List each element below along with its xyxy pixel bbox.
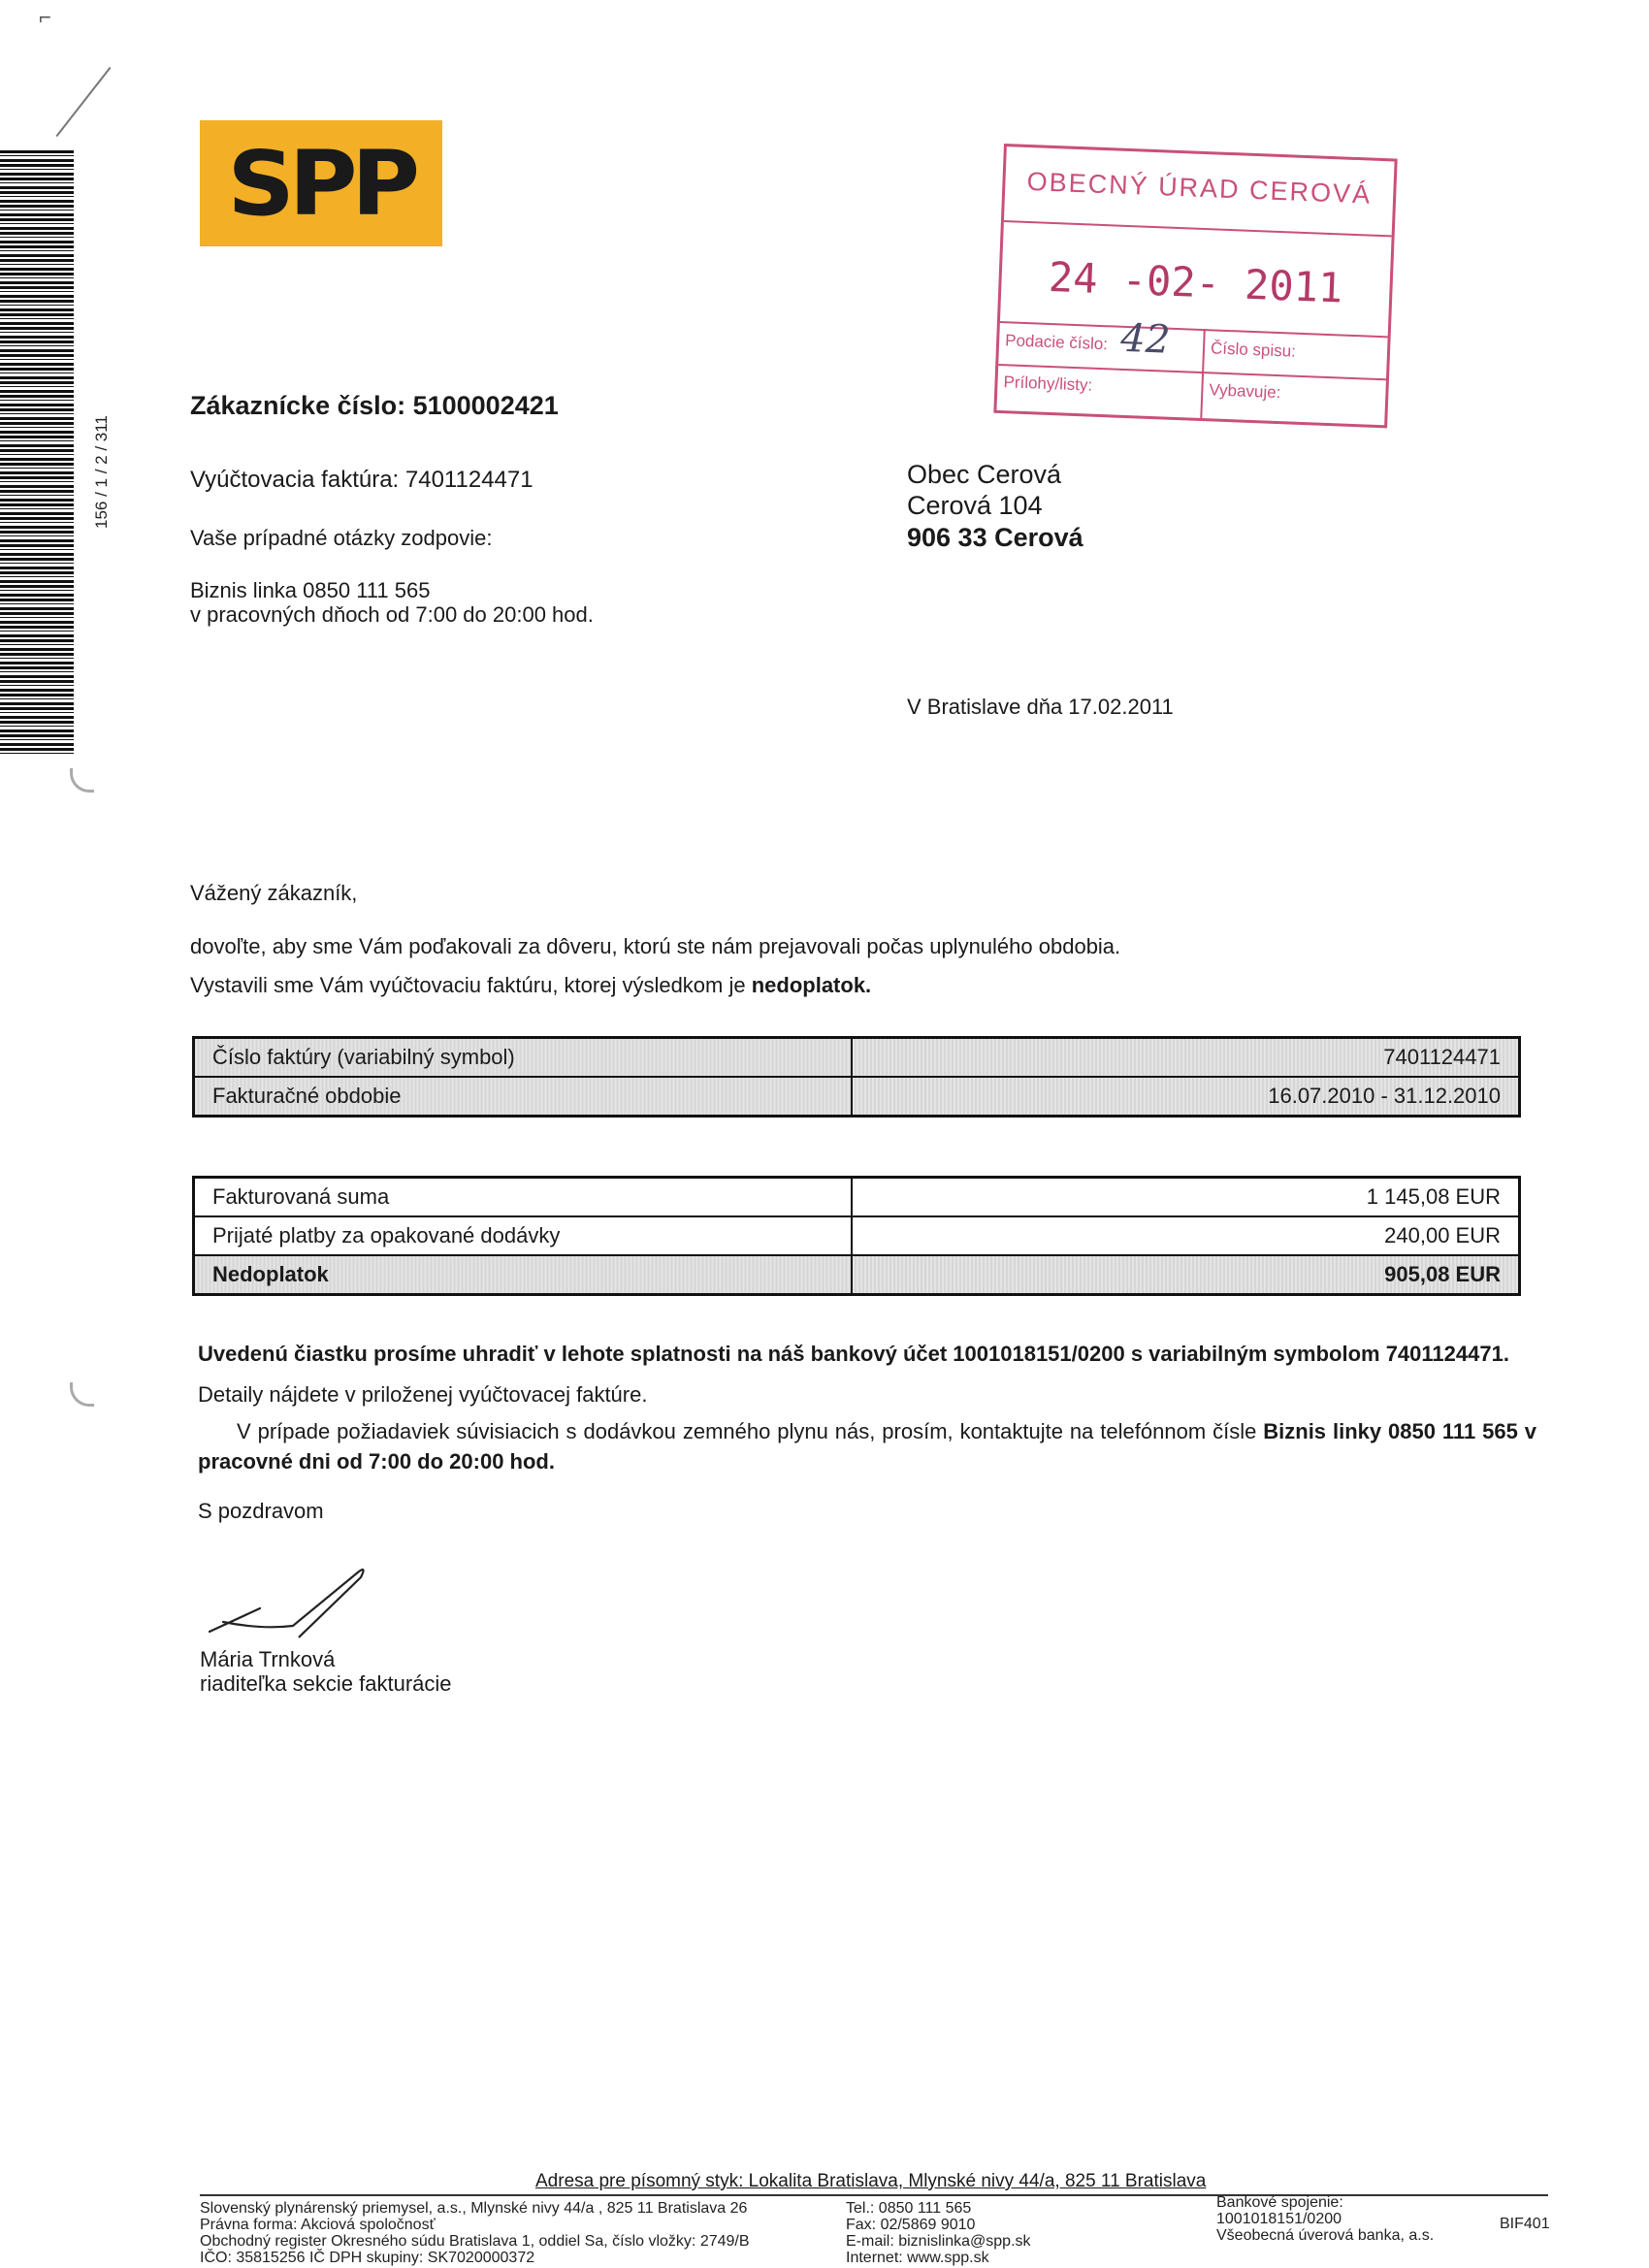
invoice-info-table	[192, 1036, 1521, 1118]
table-row	[194, 1178, 1520, 1217]
footer-line: Právna forma: Akciová spoločnosť	[200, 2217, 436, 2233]
side-barcode	[0, 150, 74, 757]
stamp-spis-label: Číslo spisu:	[1210, 339, 1297, 361]
table-cell-label: Fakturovaná suma	[194, 1178, 853, 1217]
stamp-podacie-label: Podacie číslo:	[1004, 331, 1109, 354]
table-row	[194, 1077, 1520, 1117]
stamp-prilohy-label: Prílohy/listy:	[1003, 373, 1093, 395]
table-cell-label: Fakturačné obdobie	[194, 1077, 853, 1117]
paragraph-result-text: Vystavili sme Vám vyúčtovaciu faktúru, ktorej výsledkom je	[190, 973, 752, 997]
amounts-table	[192, 1176, 1521, 1296]
contact-text: V prípade požiadaviek súvisiacich s dodávkou zemného plynu nás, prosím, kontaktujte na telefónnom čísle	[237, 1419, 1264, 1443]
table-cell-value: 1 145,08 EUR	[852, 1178, 1520, 1217]
footer-line: Tel.: 0850 111 565	[846, 2200, 972, 2217]
date-place: V Bratislave dňa 17.02.2011	[907, 695, 1174, 719]
stamp-title: OBECNÝ ÚRAD CEROVÁ	[1026, 166, 1373, 210]
table-cell-value: 240,00 EUR	[852, 1216, 1520, 1255]
regards: S pozdravom	[198, 1499, 324, 1523]
footer-form-code: BIF401	[1500, 2216, 1550, 2232]
footer-line: Internet: www.spp.sk	[846, 2250, 989, 2266]
greeting: Vážený zákazník,	[190, 881, 358, 905]
hotline-hours-line: v pracovných dňoch od 7:00 do 20:00 hod.	[190, 602, 594, 627]
recipient-street: Cerová 104	[907, 491, 1043, 520]
table-row-total	[194, 1255, 1520, 1295]
barcode-label: 156 / 1 / 2 / 311	[92, 415, 111, 529]
footer-company-info	[200, 2200, 750, 2266]
table-cell-value: 905,08 EUR	[852, 1255, 1520, 1295]
spp-logo-text: SPP	[227, 131, 415, 236]
punch-hole-bottom	[70, 1382, 94, 1407]
signer-name: Mária Trnková	[200, 1647, 336, 1671]
footer-postal-address: Adresa pre písomný styk: Lokalita Bratislava, Mlynské nivy 44/a, 825 11 Bratislava	[535, 2171, 1207, 2191]
paragraph-result-bold: nedoplatok.	[751, 973, 872, 997]
footer-line: Všeobecná úverová banka, a.s.	[1216, 2227, 1435, 2244]
punch-hole-top	[70, 768, 94, 793]
table-cell-value: 16.07.2010 - 31.12.2010	[852, 1077, 1520, 1117]
footer-line: Slovenský plynárenský priemysel, a.s., Mlynské nivy 44/a , 825 11 Bratislava 26	[200, 2200, 748, 2217]
contact-paragraph	[198, 1416, 1536, 1476]
details-note: Detaily nájdete v priloženej vyúčtovacej faktúre.	[198, 1382, 648, 1407]
paragraph-thanks: dovoľte, aby sme Vám poďakovali za dôveru, ktorú ste nám prejavovali počas uplynulého obdobia.	[190, 934, 1121, 958]
footer-line: 1001018151/0200	[1216, 2211, 1342, 2227]
paragraph-result	[190, 973, 871, 998]
stamp-vybavuje-label: Vybavuje:	[1209, 380, 1281, 403]
footer-line: IČO: 35815256 IČ DPH skupiny: SK7020000372	[200, 2250, 535, 2266]
footer-contact-info	[846, 2200, 1031, 2266]
hotline-line: Biznis linka 0850 111 565	[190, 578, 431, 602]
signer-role: riaditeľka sekcie fakturácie	[200, 1671, 452, 1696]
table-row	[194, 1216, 1520, 1255]
contact-bold: Biznis linky 0850 111 565 v pracovné dni od 7:00 do 20:00 hod.	[198, 1419, 1536, 1474]
footer-bank-info	[1216, 2194, 1434, 2244]
stamp-podacie-value: 42	[1119, 315, 1172, 363]
corner-mark: ⌐	[39, 5, 51, 29]
table-cell-label: Nedoplatok	[194, 1255, 853, 1295]
questions-line: Vaše prípadné otázky zodpovie:	[190, 526, 493, 550]
recipient-city: 906 33 Cerová	[907, 523, 1083, 552]
registry-stamp	[993, 144, 1397, 428]
signature-image	[204, 1562, 378, 1649]
spp-logo	[200, 120, 442, 246]
footer-line: E-mail: biznislinka@spp.sk	[846, 2233, 1031, 2250]
footer-line: Bankové spojenie:	[1216, 2194, 1343, 2211]
table-cell-label: Prijaté platby za opakované dodávky	[194, 1216, 853, 1255]
footer-line: Obchodný register Okresného súdu Bratislava 1, oddiel Sa, číslo vložky: 2749/B	[200, 2233, 750, 2250]
table-cell-value: 7401124471	[852, 1038, 1520, 1078]
stamp-divider	[1004, 220, 1392, 237]
staple-mark	[56, 67, 112, 137]
recipient-name: Obec Cerová	[907, 460, 1062, 489]
payment-instruction: Uvedenú čiastku prosíme uhradiť v lehote splatnosti na náš bankový účet 1001018151/0200 s variabilným symbolom 7401124471.	[198, 1342, 1509, 1366]
table-row	[194, 1038, 1520, 1078]
customer-number: Zákaznícke číslo: 5100002421	[190, 391, 559, 420]
stamp-date: 24 -02- 2011	[1048, 252, 1344, 312]
footer-line: Fax: 02/5869 9010	[846, 2217, 976, 2233]
table-cell-label: Číslo faktúry (variabilný symbol)	[194, 1038, 853, 1078]
invoice-number-line: Vyúčtovacia faktúra: 7401124471	[190, 467, 534, 493]
